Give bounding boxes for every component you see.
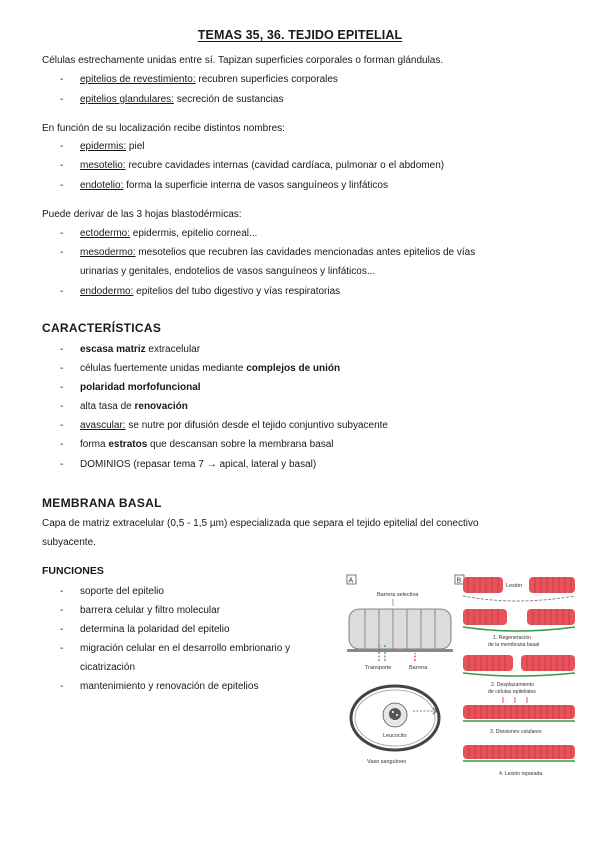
barrier-label: Barrera selectiva — [377, 592, 419, 598]
step1-label-b: de la membrana basal — [488, 642, 540, 648]
step2-label-b: de células epiteliales — [488, 689, 536, 695]
blood-vessel — [351, 686, 439, 750]
transport-label: Transporte — [365, 665, 392, 671]
panel-b-label: B — [456, 577, 462, 585]
membrane-text-line2: subyacente. — [42, 537, 96, 548]
epithelial-sheet — [347, 609, 453, 652]
panel-a-label: A — [348, 577, 354, 585]
vessel-label: Vaso sanguíneo — [367, 759, 407, 765]
leucocyte-label: Leucocito — [383, 733, 407, 739]
characteristics-heading: CARACTERÍSTICAS — [42, 321, 162, 335]
barrera-label: Barrera — [409, 665, 428, 671]
intro-text: Células estrechamente unidas entre sí. Tapizan superficies corporales o forman glándulas. — [42, 55, 444, 66]
membrane-heading: MEMBRANA BASAL — [42, 496, 162, 510]
step1-label-a: 1. Regeneración — [493, 635, 532, 641]
page-title: TEMAS 35, 36. TEJIDO EPITELIAL — [197, 28, 403, 42]
location-intro: En función de su localización recibe distintos nombres: — [42, 123, 285, 134]
lesion-label: Lesión — [506, 583, 523, 589]
basement-membrane-figure — [343, 573, 579, 781]
step3-label: 3. Divisiones celulares — [490, 729, 542, 735]
functions-heading: FUNCIONES — [42, 565, 104, 577]
step4-label: 4. Lesión reparada — [499, 771, 543, 777]
repair-stages — [463, 577, 575, 777]
step2-label-a: 2. Desplazamiento — [491, 682, 534, 688]
membrane-text-line1: Capa de matriz extracelular (0,5 - 1,5 µm) especializada que separa el tejido epitelial del conectivo — [42, 518, 479, 529]
origin-intro: Puede derivar de las 3 hojas blastodérmicas: — [42, 209, 242, 220]
